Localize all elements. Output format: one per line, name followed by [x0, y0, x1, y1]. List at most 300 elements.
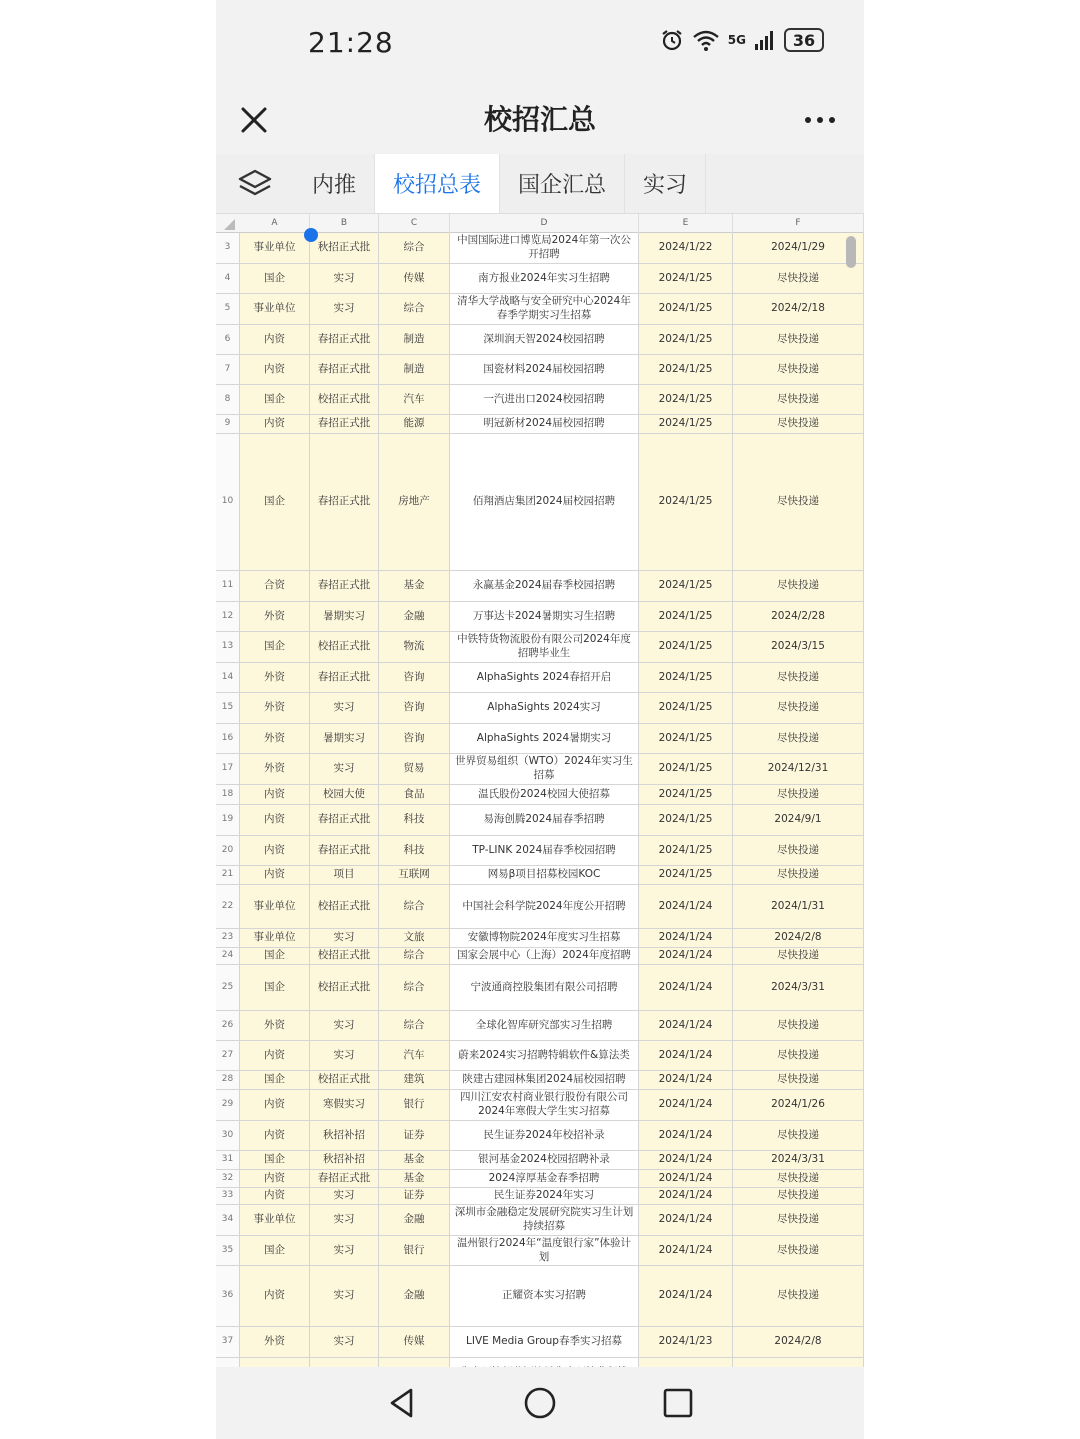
cell-update-date[interactable]: 2024/1/25: [639, 325, 733, 354]
cell-deadline[interactable]: 尽快投递: [733, 785, 864, 804]
cell-industry[interactable]: 食品: [379, 785, 450, 804]
cell-type[interactable]: 内资: [240, 1266, 310, 1326]
cell-type[interactable]: 内资: [240, 805, 310, 835]
row-number[interactable]: 34: [216, 1205, 240, 1235]
cell-deadline[interactable]: 2024/2/8: [733, 1327, 864, 1357]
phone-screen: [216, 0, 864, 1439]
cell-title[interactable]: 中铁特货物流股份有限公司2024年度招聘毕业生: [450, 632, 639, 662]
cell-batch[interactable]: 寒假实习: [310, 1090, 379, 1120]
row-number[interactable]: 27: [216, 1041, 240, 1070]
cell-industry[interactable]: 基金: [379, 1170, 450, 1187]
cell-deadline[interactable]: 2024/9/1: [733, 805, 864, 835]
cell-deadline[interactable]: 尽快投递: [733, 1236, 864, 1265]
row-number[interactable]: 30: [216, 1121, 240, 1150]
cell-batch[interactable]: 秋招补招: [310, 1121, 379, 1150]
cell-deadline[interactable]: 尽快投递: [733, 434, 864, 570]
cell-type[interactable]: 外资: [240, 693, 310, 723]
cell-industry[interactable]: 物流: [379, 632, 450, 662]
row-number[interactable]: 24: [216, 948, 240, 964]
cell-industry[interactable]: 综合: [379, 885, 450, 928]
cell-deadline[interactable]: 尽快投递: [733, 355, 864, 384]
row-number[interactable]: 5: [216, 294, 240, 324]
row-number[interactable]: 11: [216, 571, 240, 601]
table-row: [216, 693, 864, 724]
cell-update-date[interactable]: 2024/1/25: [639, 434, 733, 570]
cell-batch[interactable]: 实习: [310, 1327, 379, 1357]
row-number[interactable]: 22: [216, 885, 240, 928]
cell-title[interactable]: 万事达卡2024暑期实习生招聘: [450, 602, 639, 631]
status-bar: [216, 0, 864, 88]
row-number[interactable]: 37: [216, 1327, 240, 1357]
spreadsheet-grid[interactable]: [216, 233, 864, 1367]
row-number[interactable]: 33: [216, 1188, 240, 1204]
cell-type[interactable]: 合资: [240, 571, 310, 601]
table-row: [216, 1327, 864, 1358]
cell-deadline[interactable]: 尽快投递: [733, 866, 864, 884]
cell-batch[interactable]: 春招正式批: [310, 325, 379, 354]
cell-industry[interactable]: 贸易: [379, 754, 450, 784]
cell-type[interactable]: 外资: [240, 602, 310, 631]
cell-industry[interactable]: 综合: [379, 294, 450, 324]
cell-type[interactable]: 国企: [240, 385, 310, 414]
cell-industry[interactable]: 金融: [379, 602, 450, 631]
row-number[interactable]: 15: [216, 693, 240, 723]
cell-batch[interactable]: 实习: [310, 754, 379, 784]
cell-title[interactable]: 国瓷材料2024届校园招聘: [450, 355, 639, 384]
cell-update-date[interactable]: 2024/1/25: [639, 632, 733, 662]
row-number[interactable]: 17: [216, 754, 240, 784]
table-row: [216, 1266, 864, 1327]
table-row: [216, 415, 864, 434]
cell-type[interactable]: 内资: [240, 1188, 310, 1204]
cell-deadline[interactable]: 尽快投递: [733, 1188, 864, 1204]
cell-update-date[interactable]: 2024/1/24: [639, 1011, 733, 1040]
cell-title[interactable]: 深圳润天智2024校园招聘: [450, 325, 639, 354]
row-number[interactable]: 8: [216, 385, 240, 414]
cell-title[interactable]: 温氏股份2024校园大使招募: [450, 785, 639, 804]
cell-title[interactable]: 四川江安农村商业银行股份有限公司2024年寒假大学生实习招募: [450, 1090, 639, 1120]
tab-shixi[interactable]: 实习: [625, 154, 706, 213]
cell-industry[interactable]: 传媒: [379, 1327, 450, 1357]
table-row: [216, 1236, 864, 1266]
cell-industry[interactable]: 证券: [379, 1121, 450, 1150]
cell-deadline[interactable]: 2024/3/31: [733, 965, 864, 1010]
cell-deadline[interactable]: 尽快投递: [733, 836, 864, 865]
cell-industry[interactable]: 传媒: [379, 264, 450, 293]
cell-deadline[interactable]: 2024/2/8: [733, 929, 864, 947]
cell-industry[interactable]: 综合: [379, 965, 450, 1010]
table-row: [216, 1205, 864, 1236]
cell-type[interactable]: 内资: [240, 836, 310, 865]
cell-title[interactable]: 佰翔酒店集团2024届校园招聘: [450, 434, 639, 570]
cell-batch[interactable]: 春招正式批: [310, 434, 379, 570]
cell-type[interactable]: 外资: [240, 754, 310, 784]
cell-batch[interactable]: 实习: [310, 1188, 379, 1204]
cell-title[interactable]: 民生证券2024年校招补录: [450, 1121, 639, 1150]
row-number[interactable]: 16: [216, 724, 240, 753]
tab-guoqi-huizong[interactable]: 国企汇总: [500, 154, 625, 213]
cell-title[interactable]: 永赢基金2024届春季校园招聘: [450, 571, 639, 601]
cell-update-date[interactable]: 2024/1/24: [639, 948, 733, 964]
home-icon[interactable]: [522, 1385, 558, 1421]
row-number[interactable]: 6: [216, 325, 240, 354]
cell-title[interactable]: 国家会展中心（上海）2024年度招聘: [450, 948, 639, 964]
cell-type[interactable]: 内资: [240, 415, 310, 433]
cell-title[interactable]: 宁波通商控股集团有限公司招聘: [450, 965, 639, 1010]
cell-type[interactable]: 国企: [240, 1071, 310, 1089]
cell-deadline[interactable]: 尽快投递: [733, 415, 864, 433]
cell-title[interactable]: 网易β项目招募校园KOC: [450, 866, 639, 884]
left-margin: [0, 0, 216, 1439]
cell-industry[interactable]: 互联网: [379, 866, 450, 884]
cell-update-date[interactable]: 2024/1/23: [639, 1327, 733, 1357]
cell-update-date[interactable]: 2024/1/25: [639, 785, 733, 804]
cell-batch[interactable]: 春招正式批: [310, 805, 379, 835]
cell-deadline[interactable]: 2024/12/31: [733, 754, 864, 784]
cell-update-date[interactable]: 2024/1/25: [639, 355, 733, 384]
recents-icon[interactable]: [660, 1385, 696, 1421]
cell-deadline[interactable]: 2024/2/18: [733, 294, 864, 324]
cell-deadline[interactable]: 尽快投递: [733, 948, 864, 964]
row-number[interactable]: 26: [216, 1011, 240, 1040]
cell-type[interactable]: 国企: [240, 965, 310, 1010]
cell-batch[interactable]: 春招正式批: [310, 415, 379, 433]
cell-industry[interactable]: 房地产: [379, 434, 450, 570]
table-row: [216, 866, 864, 885]
cell-batch[interactable]: 校招正式批: [310, 1071, 379, 1089]
column-header-d[interactable]: D: [450, 214, 639, 233]
cell-type[interactable]: 内资: [240, 785, 310, 804]
tab-neitui[interactable]: 内推: [294, 154, 375, 213]
row-number[interactable]: 13: [216, 632, 240, 662]
cell-update-date[interactable]: 2024/1/24: [639, 1266, 733, 1326]
cell-title[interactable]: 蔚来2024实习招聘特辑软件&算法类: [450, 1041, 639, 1070]
cell-industry[interactable]: 咨询: [379, 724, 450, 753]
cell-deadline[interactable]: 尽快投递: [733, 1266, 864, 1326]
cell-batch[interactable]: 春招正式批: [310, 836, 379, 865]
cell-batch[interactable]: 校招正式批: [310, 965, 379, 1010]
table-row: [216, 754, 864, 785]
cell-title[interactable]: 正耀资本实习招聘: [450, 1266, 639, 1326]
row-number[interactable]: 3: [216, 233, 240, 263]
cell-title[interactable]: 陕建古建园林集团2024届校园招聘: [450, 1071, 639, 1089]
cell-title[interactable]: 安徽博物院2024年度实习生招募: [450, 929, 639, 947]
column-header-a[interactable]: A: [240, 214, 310, 233]
cell-batch[interactable]: 春招正式批: [310, 1170, 379, 1187]
cell-type[interactable]: 国企: [240, 632, 310, 662]
cell-type[interactable]: 国企: [240, 1151, 310, 1169]
cell-update-date[interactable]: 2024/1/24: [639, 1090, 733, 1120]
cell-type[interactable]: 国企: [240, 1236, 310, 1265]
cell-update-date[interactable]: 2024/1/24: [639, 1236, 733, 1265]
cell-update-date[interactable]: 2024/1/24: [639, 885, 733, 928]
cell-title[interactable]: 明冠新材2024届校园招聘: [450, 415, 639, 433]
table-row: [216, 885, 864, 929]
cell-title[interactable]: TP-LINK 2024届春季校园招聘: [450, 836, 639, 865]
cell-batch[interactable]: 实习: [310, 1011, 379, 1040]
table-row: [216, 355, 864, 385]
cell-deadline[interactable]: 尽快投递: [733, 1121, 864, 1150]
cell-industry[interactable]: 综合: [379, 233, 450, 263]
cell-update-date[interactable]: 2024/1/22: [639, 233, 733, 263]
table-row: [216, 929, 864, 948]
cell-update-date[interactable]: 2024/1/24: [639, 1041, 733, 1070]
cell-type[interactable]: 内资: [240, 325, 310, 354]
row-number[interactable]: 12: [216, 602, 240, 631]
cell-update-date[interactable]: 2024/1/25: [639, 571, 733, 601]
cell-update-date[interactable]: 2024/1/24: [639, 1188, 733, 1204]
cell-type[interactable]: 内资: [240, 866, 310, 884]
cell-deadline[interactable]: 尽快投递: [733, 264, 864, 293]
cell-update-date[interactable]: 2024/1/25: [639, 264, 733, 293]
row-number[interactable]: 19: [216, 805, 240, 835]
cell-deadline[interactable]: 2024/1/26: [733, 1090, 864, 1120]
cell-update-date[interactable]: 2024/1/24: [639, 929, 733, 947]
page-title: 校招汇总: [483, 103, 596, 136]
cell-industry[interactable]: 综合: [379, 948, 450, 964]
cell-batch[interactable]: 校招正式批: [310, 885, 379, 928]
status-icons: [660, 28, 824, 52]
row-number[interactable]: 10: [216, 434, 240, 570]
cell-deadline[interactable]: 2024/3/31: [733, 1151, 864, 1169]
cell-update-date[interactable]: 2024/1/25: [639, 724, 733, 753]
title-bar: [216, 88, 864, 154]
cell-title[interactable]: 温州银行2024年“温度银行家”体验计划: [450, 1236, 639, 1265]
column-header-f[interactable]: F: [733, 214, 864, 233]
cell-deadline[interactable]: 尽快投递: [733, 571, 864, 601]
cell-update-date[interactable]: 2024/1/25: [639, 754, 733, 784]
table-row: [216, 385, 864, 415]
cell-batch[interactable]: 暑期实习: [310, 602, 379, 631]
cell-type[interactable]: 事业单位: [240, 929, 310, 947]
cell-update-date[interactable]: 2024/1/24: [639, 1205, 733, 1235]
table-row: [216, 264, 864, 294]
cell-type[interactable]: 国企: [240, 264, 310, 293]
cell-industry[interactable]: 文旅: [379, 929, 450, 947]
cell-deadline[interactable]: 尽快投递: [733, 1170, 864, 1187]
cell-title[interactable]: 清华大学战略与安全研究中心2024年春季学期实习生招募: [450, 294, 639, 324]
cell-title[interactable]: AlphaSights 2024春招开启: [450, 663, 639, 692]
system-nav-bar: [216, 1367, 864, 1439]
cell-deadline[interactable]: 尽快投递: [733, 693, 864, 723]
cell-industry[interactable]: 咨询: [379, 663, 450, 692]
cell-industry[interactable]: 证券: [379, 1188, 450, 1204]
more-options-icon[interactable]: [802, 102, 838, 138]
cell-update-date[interactable]: 2024/1/24: [639, 1121, 733, 1150]
table-row: [216, 1071, 864, 1090]
cell-batch[interactable]: 实习: [310, 1266, 379, 1326]
cell-update-date[interactable]: 2024/1/25: [639, 836, 733, 865]
cell-industry[interactable]: 汽车: [379, 1041, 450, 1070]
cell-industry[interactable]: 能源: [379, 415, 450, 433]
tab-xiaozhao-zongbiao[interactable]: 校招总表: [375, 154, 500, 213]
cell-update-date[interactable]: 2024/1/25: [639, 294, 733, 324]
cell-type[interactable]: 国企: [240, 948, 310, 964]
select-all-corner[interactable]: [224, 219, 235, 230]
cell-title[interactable]: 中国国际进口博览局2024年第一次公开招聘: [450, 233, 639, 263]
cell-industry[interactable]: 汽车: [379, 385, 450, 414]
cell-update-date[interactable]: 2024/1/25: [639, 866, 733, 884]
row-number[interactable]: 29: [216, 1090, 240, 1120]
cell-title[interactable]: AlphaSights 2024暑期实习: [450, 724, 639, 753]
cell-batch[interactable]: 春招正式批: [310, 355, 379, 384]
cell-title[interactable]: 全球化智库研究部实习生招聘: [450, 1011, 639, 1040]
row-number[interactable]: 21: [216, 866, 240, 884]
cell-batch[interactable]: 校招正式批: [310, 948, 379, 964]
cell-title[interactable]: 一汽进出口2024校园招聘: [450, 385, 639, 414]
cell-industry[interactable]: 制造: [379, 355, 450, 384]
cell-type[interactable]: 外资: [240, 663, 310, 692]
cell-title[interactable]: 南方报业2024年实习生招聘: [450, 264, 639, 293]
sheet-tab-bar: [216, 154, 864, 214]
cell-industry[interactable]: 建筑: [379, 1071, 450, 1089]
cell-update-date[interactable]: 2024/1/25: [639, 415, 733, 433]
cell-batch[interactable]: 实习: [310, 294, 379, 324]
cell-update-date[interactable]: 2024/1/25: [639, 805, 733, 835]
cell-deadline[interactable]: 尽快投递: [733, 1011, 864, 1040]
row-number[interactable]: 20: [216, 836, 240, 865]
row-number[interactable]: 25: [216, 965, 240, 1010]
cell-batch[interactable]: 实习: [310, 1041, 379, 1070]
cell-batch[interactable]: 校招正式批: [310, 632, 379, 662]
cell-industry[interactable]: 金融: [379, 1266, 450, 1326]
cell-title[interactable]: 民生证券2024年实习: [450, 1188, 639, 1204]
cell-deadline[interactable]: 2024/1/29: [733, 233, 864, 263]
cell-type[interactable]: 内资: [240, 1170, 310, 1187]
cell-title[interactable]: LIVE Media Group春季实习招募: [450, 1327, 639, 1357]
cell-batch[interactable]: 暑期实习: [310, 724, 379, 753]
cell-update-date[interactable]: 2024/1/25: [639, 693, 733, 723]
cell-deadline[interactable]: 尽快投递: [733, 385, 864, 414]
row-number[interactable]: 35: [216, 1236, 240, 1265]
cell-type[interactable]: 事业单位: [240, 294, 310, 324]
row-number[interactable]: 14: [216, 663, 240, 692]
column-header-e[interactable]: E: [639, 214, 733, 233]
cell-type[interactable]: 事业单位: [240, 233, 310, 263]
row-number[interactable]: 18: [216, 785, 240, 804]
row-number[interactable]: 23: [216, 929, 240, 947]
cell-deadline[interactable]: 2024/3/15: [733, 632, 864, 662]
cell-batch[interactable]: 校园大使: [310, 785, 379, 804]
row-number[interactable]: 32: [216, 1170, 240, 1187]
cell-industry[interactable]: 制造: [379, 325, 450, 354]
cell-update-date[interactable]: 2024/1/24: [639, 965, 733, 1010]
row-number[interactable]: 31: [216, 1151, 240, 1169]
cell-batch[interactable]: 项目: [310, 866, 379, 884]
cell-title[interactable]: 易海创腾2024届春季招聘: [450, 805, 639, 835]
cell-industry[interactable]: 科技: [379, 836, 450, 865]
table-row: [216, 294, 864, 325]
cell-title[interactable]: 深圳市金融稳定发展研究院实习生计划持续招募: [450, 1205, 639, 1235]
cell-update-date[interactable]: 2024/1/25: [639, 385, 733, 414]
cell-title[interactable]: 银河基金2024校园招聘补录: [450, 1151, 639, 1169]
table-row: [216, 948, 864, 965]
cell-type[interactable]: 外资: [240, 724, 310, 753]
table-row: [216, 1151, 864, 1170]
cell-deadline[interactable]: 尽快投递: [733, 663, 864, 692]
cell-batch[interactable]: 实习: [310, 264, 379, 293]
cell-update-date[interactable]: 2024/1/25: [639, 602, 733, 631]
cell-industry[interactable]: 科技: [379, 805, 450, 835]
cell-deadline[interactable]: 尽快投递: [733, 1071, 864, 1089]
row-number[interactable]: 4: [216, 264, 240, 293]
vertical-scrollbar[interactable]: [846, 236, 856, 268]
cell-batch[interactable]: 春招正式批: [310, 571, 379, 601]
cell-title[interactable]: 中国社会科学院2024年度公开招聘: [450, 885, 639, 928]
cell-batch[interactable]: 实习: [310, 693, 379, 723]
table-row: [216, 571, 864, 602]
cell-deadline[interactable]: 2024/1/31: [733, 885, 864, 928]
cell-batch[interactable]: 实习: [310, 1236, 379, 1265]
cell-deadline[interactable]: 尽快投递: [733, 724, 864, 753]
row-number[interactable]: 28: [216, 1071, 240, 1089]
table-row: [216, 663, 864, 693]
column-header-b[interactable]: B: [310, 214, 379, 233]
cell-type[interactable]: 外资: [240, 1011, 310, 1040]
cell-deadline[interactable]: 尽快投递: [733, 1205, 864, 1235]
cell-type[interactable]: 内资: [240, 355, 310, 384]
cell-industry[interactable]: 基金: [379, 571, 450, 601]
cell-type[interactable]: 外资: [240, 1327, 310, 1357]
cell-update-date[interactable]: 2024/1/24: [639, 1170, 733, 1187]
cell-update-date[interactable]: 2024/1/24: [639, 1151, 733, 1169]
cell-type[interactable]: 事业单位: [240, 1205, 310, 1235]
cell-industry[interactable]: 基金: [379, 1151, 450, 1169]
cell-title[interactable]: 世界贸易组织（WTO）2024年实习生招募: [450, 754, 639, 784]
selection-handle[interactable]: [304, 228, 318, 242]
table-row: [216, 325, 864, 355]
row-number[interactable]: 36: [216, 1266, 240, 1326]
row-number[interactable]: 7: [216, 355, 240, 384]
right-margin: [864, 0, 1080, 1439]
cell-industry[interactable]: 银行: [379, 1090, 450, 1120]
cell-type[interactable]: 事业单位: [240, 885, 310, 928]
cell-batch[interactable]: 校招正式批: [310, 385, 379, 414]
table-row: [216, 805, 864, 836]
cell-title[interactable]: 2024淳厚基金春季招聘: [450, 1170, 639, 1187]
cell-type[interactable]: 国企: [240, 434, 310, 570]
table-row: [216, 632, 864, 663]
cell-batch[interactable]: 实习: [310, 1205, 379, 1235]
cell-batch[interactable]: 实习: [310, 929, 379, 947]
cell-industry[interactable]: 咨询: [379, 693, 450, 723]
signal-icon: [754, 29, 776, 51]
cell-type[interactable]: 内资: [240, 1121, 310, 1150]
table-row: [216, 1041, 864, 1071]
cell-batch[interactable]: 秋招补招: [310, 1151, 379, 1169]
table-row: [216, 434, 864, 571]
cell-update-date[interactable]: 2024/1/25: [639, 663, 733, 692]
cell-deadline[interactable]: 尽快投递: [733, 325, 864, 354]
wifi-icon: [692, 28, 720, 52]
row-number[interactable]: 9: [216, 415, 240, 433]
back-icon[interactable]: [384, 1385, 420, 1421]
cell-deadline[interactable]: 2024/2/28: [733, 602, 864, 631]
cell-update-date[interactable]: 2024/1/24: [639, 1071, 733, 1089]
cell-type[interactable]: 内资: [240, 1090, 310, 1120]
cell-industry[interactable]: 综合: [379, 1011, 450, 1040]
table-row: [216, 1170, 864, 1188]
cell-title[interactable]: AlphaSights 2024实习: [450, 693, 639, 723]
cell-batch[interactable]: 秋招正式批: [310, 233, 379, 263]
cell-type[interactable]: 内资: [240, 1041, 310, 1070]
cell-deadline[interactable]: 尽快投递: [733, 1041, 864, 1070]
cell-batch[interactable]: 春招正式批: [310, 663, 379, 692]
cell-industry[interactable]: 银行: [379, 1236, 450, 1265]
sheets-menu-button[interactable]: [216, 154, 294, 213]
cell-industry[interactable]: 金融: [379, 1205, 450, 1235]
column-header-c[interactable]: C: [379, 214, 450, 233]
